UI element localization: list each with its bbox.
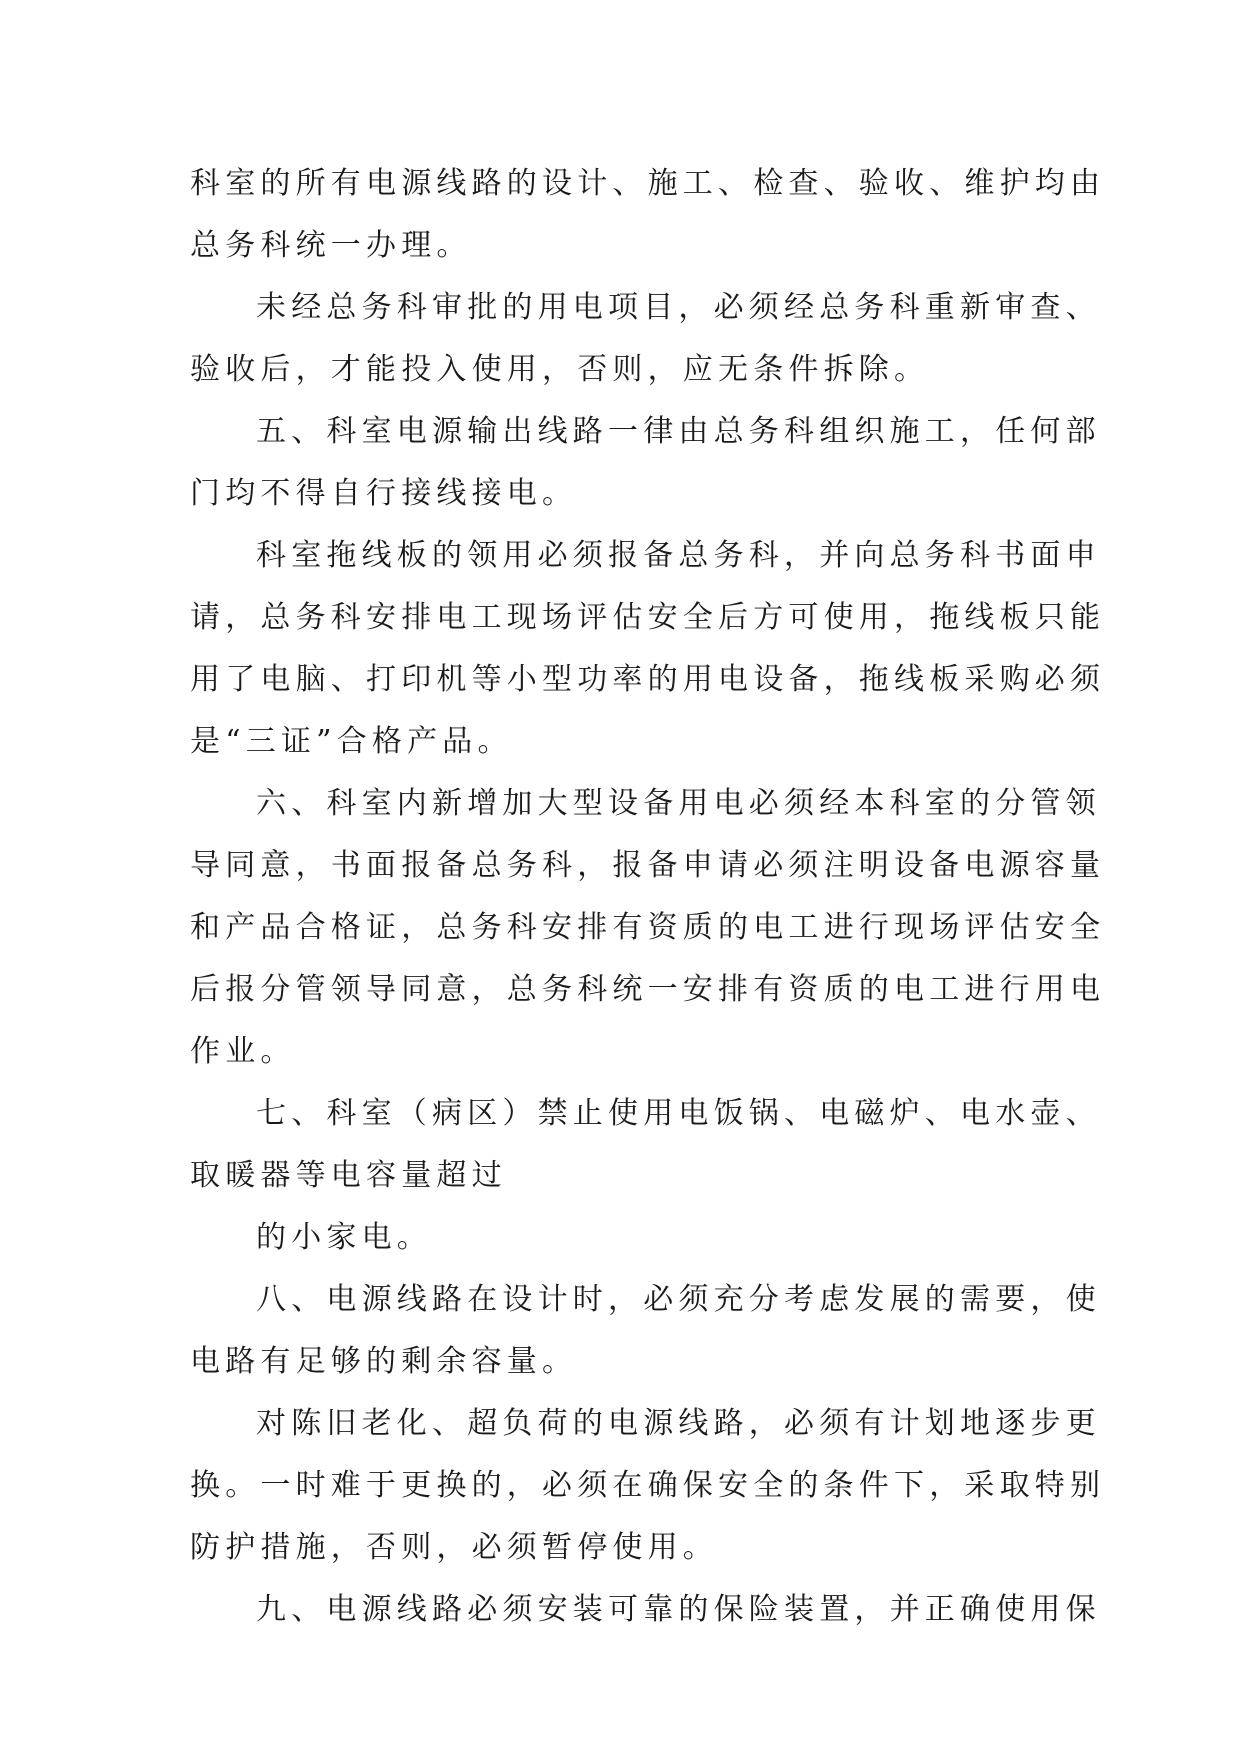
text-line: 门均不得自行接线接电。 [190,476,578,511]
text-line: 总务科统一办理。 [190,228,472,263]
text-line: 防护措施，否则，必须暂停使用。 [190,1530,718,1565]
text-line: 五、科室电源输出线路一律由总务科组织施工，任何部 [256,414,1101,449]
text-line: 用了电脑、打印机等小型功率的用电设备，拖线板采购必须 [190,662,1106,697]
text-line: 七、科室（病区）禁止使用电饭锅、电磁炉、电水壶、 [256,1096,1101,1131]
text-line: 后报分管领导同意，总务科统一安排有资质的电工进行用电 [190,972,1106,1007]
text-line: 和产品合格证，总务科安排有资质的电工进行现场评估安全 [190,910,1106,945]
text-line: 九、电源线路必须安装可靠的保险装置，并正确使用保 [256,1592,1101,1627]
text-line: 导同意，书面报备总务科，报备申请必须注明设备电源容量 [190,848,1106,883]
text-line: 未经总务科审批的用电项目，必须经总务科重新审查、 [256,290,1101,325]
text-line: 取暖器等电容量超过 [190,1158,507,1193]
text-line: 换。一时难于更换的，必须在确保安全的条件下，采取特别 [190,1468,1106,1503]
text-line: 作业。 [190,1034,296,1069]
text-line: 对陈旧老化、超负荷的电源线路，必须有计划地逐步更 [256,1406,1101,1441]
text-line: 科室拖线板的领用必须报备总务科，并向总务科书面申 [256,538,1101,573]
text-line: 是“三证”合格产品。 [190,724,513,759]
text-line: 电路有足够的剩余容量。 [190,1344,578,1379]
text-line: 验收后，才能投入使用，否则，应无条件拆除。 [190,352,930,387]
text-line: 八、电源线路在设计时，必须充分考虑发展的需要，使 [256,1282,1101,1317]
text-line: 六、科室内新增加大型设备用电必须经本科室的分管领 [256,786,1101,821]
text-line: 的小家电。 [256,1220,432,1255]
text-line: 科室的所有电源线路的设计、施工、检查、验收、维护均由 [190,166,1106,201]
text-line: 请，总务科安排电工现场评估安全后方可使用，拖线板只能 [190,600,1106,635]
